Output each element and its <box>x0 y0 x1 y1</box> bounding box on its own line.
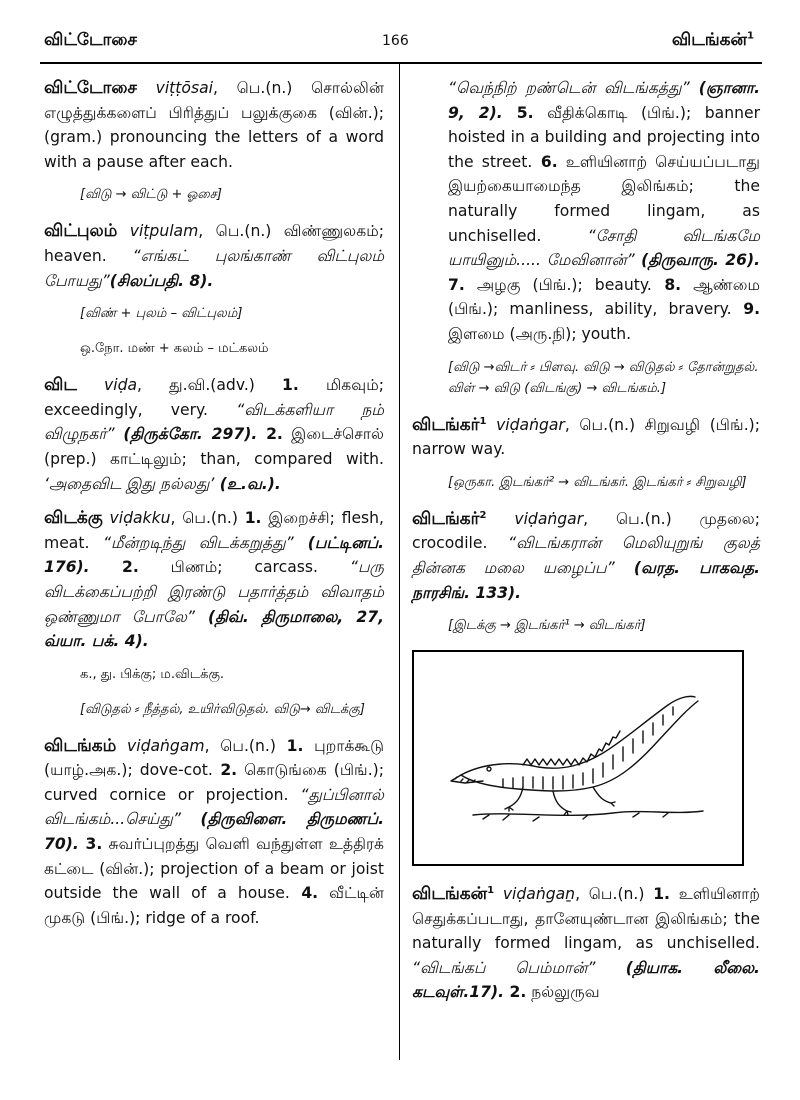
quotation: “பரு விடக்கைப்பற்றி இரண்டு பதார்த்தம் விவாதம் ஒண்ணுமா போலே” <box>44 558 385 626</box>
transliteration: viḍaṅgar <box>514 509 584 528</box>
etymology: [விடு → விட்டு + ஓசை] <box>80 187 222 203</box>
entry-vidangam <box>44 734 384 931</box>
definition: , து.வி.(adv.) <box>137 376 283 395</box>
sense-number: 1. <box>286 736 304 755</box>
sense-number: 3. <box>78 835 103 854</box>
running-head-left: விட்டோசை <box>44 30 137 50</box>
sense-text: கொடுங்கை (பிங்.); curved cornice or projection. <box>44 761 384 804</box>
sense-number: 4. <box>289 884 319 903</box>
entry-vidangan-1 <box>412 882 760 1005</box>
sense-number: 2. <box>212 761 238 780</box>
sense-number: 2. <box>504 983 527 1002</box>
entry-vidangar-1 <box>412 413 760 462</box>
running-head-right <box>672 30 754 52</box>
citation: (திருக்கோ. 297). <box>114 425 258 444</box>
definition: , பெ.(n.) விண்ணுலகம்; heaven. <box>44 222 384 265</box>
definition: , பெ.(n.) <box>170 509 245 528</box>
definition: , பெ.(n.) சொல்லின் எழுத்துக்களைப் பிரித்துப் பலுக்குகை (வின்.); (gram.) pronouncing the letters of a word with a pause after each. <box>44 79 384 171</box>
transliteration: viḍakku <box>109 509 171 528</box>
quotation: “வெந்நிற் றண்டென் விடங்கத்து” <box>448 79 690 97</box>
etymology: [விடுதல் ⸗ நீத்தல், உயிர்விடுதல். விடு→ விடக்கு] <box>80 701 365 717</box>
etymology: [விண் + புலம் – விட்புலம்] <box>80 306 243 322</box>
citation: (உ.வ.). <box>214 474 281 493</box>
sense-text: நல்லுருவ <box>526 983 600 1002</box>
sense-text: உளியினாற் செதுக்கப்படாது, தானேயுண்டான இலிங்கம்; the naturally formed lingam, as unchiselled. <box>412 885 760 953</box>
cognate-note: ஒ.நோ. மண் + கலம் – மட்கலம் <box>80 341 269 357</box>
left-column <box>44 76 384 940</box>
right-column <box>412 76 760 1015</box>
sense-number: 2. <box>89 558 139 577</box>
sense-text: வீட்டின் முகடு (பிங்.); ridge of a roof. <box>44 884 385 927</box>
quotation: “விடக்களியா நம் விழுநகர்” <box>44 400 384 444</box>
sense-text: ஆண்மை (பிங்.); manliness, ability, bravery. <box>448 275 760 319</box>
page-number: 166 <box>382 33 409 49</box>
transliteration: viḍaṅgaṉ <box>502 885 576 904</box>
quotation: ‘அதைவிட இது நல்லது’ <box>44 474 215 493</box>
headword: விட்புலம் <box>44 221 118 242</box>
definition: , பெ.(n.) சிறுவழி (பிங்.); narrow way. <box>412 415 760 459</box>
etymology: [இடக்கு → இடங்கர்¹ → விடங்கர்] <box>448 618 646 634</box>
sense-text: பிணம்; carcass. <box>138 558 350 577</box>
sense-text: மிகவும்; exceedingly, very. <box>44 376 384 419</box>
running-head-right-sup: 1 <box>747 30 754 42</box>
transliteration: viḍa <box>104 376 138 395</box>
headword: விடங்கம் <box>44 735 117 756</box>
citation: (தியாக. லீலை. கடவுள்.17). <box>412 958 760 1002</box>
transliteration: viḍaṅgar <box>496 415 565 434</box>
sense-number: 8. <box>651 275 682 294</box>
entry-vidakku <box>44 506 384 654</box>
citation: (பட்டினப். 176). <box>44 533 384 577</box>
citation: (திவ். திருமாலை, 27, வ்யா. பக். 4). <box>44 607 384 651</box>
etymology: [விடு →விடர் ⸗ பிளவு. விடு → விடுதல் ⸗ தோன்றுதல். விள் → விடு (விடங்கு) → விடங்கம்.] <box>448 359 759 396</box>
sense-text: இறைச்சி; flesh, meat. <box>44 509 385 552</box>
headword: விடங்கர் <box>412 508 480 529</box>
sense-number: 9. <box>731 300 760 319</box>
sense-text: உளியினாற் செய்யப்படாது இயற்கையாமைந்த இலிங்கம்; the naturally formed lingam, as unchiselled. <box>448 152 760 245</box>
headword: விட்டோசை <box>44 78 137 98</box>
column-divider <box>399 64 400 1060</box>
definition: , பெ.(n.) முதலை; crocodile. <box>412 509 760 553</box>
citation: (வரத. பாகவத. நாரசிங். 133). <box>412 558 760 602</box>
quotation: “எங்கட் புலங்காண் விட்புலம் போயது” <box>44 246 384 290</box>
entry-vidangar-2 <box>412 507 760 605</box>
crocodile-figure <box>412 650 744 866</box>
sense-text: சுவர்ப்புறத்து வெளி வந்துள்ள உத்திரக் கட்டை (வின்.); projection of a beam or joist outside the wall of a house. <box>44 835 385 903</box>
quotation: “துப்பினால் விடங்கம்...செய்து” <box>44 785 384 829</box>
headword: விடங்கன் <box>412 884 488 905</box>
sense-number: 1. <box>653 885 670 904</box>
sense-text: புறாக்கூடு (யாழ்.அக.); dove-cot. <box>44 736 384 780</box>
sense-number: 1. <box>244 509 262 528</box>
quotation: “விடங்கப் பெம்மான்” <box>412 958 596 977</box>
sense-number: 5. <box>502 103 534 122</box>
sense-text: வீதிக்கொடி (பிங்.); banner hoisted in a building and projecting into the street. <box>448 103 761 171</box>
etymology: [ஒருகா. இடங்கர்² → விடங்கர். இடங்கர் ⸗ சிறுவழி] <box>448 474 747 490</box>
homograph-number: 1 <box>479 415 487 427</box>
quotation: “விடங்கரான் மெலியுறுங் குலத் தின்னக மலை யழைப்ப” <box>412 534 760 577</box>
sense-number: 7. <box>448 275 465 294</box>
citation: (ஞானா. 9, 2). <box>448 79 760 122</box>
entry-vidangam-continued <box>448 76 760 347</box>
sense-text: இடைச்சொல் (prep.) காட்டிலும்; than, compared with. <box>44 425 385 468</box>
sense-number: 6. <box>532 152 558 171</box>
sense-text: இளமை (அரு.நி); youth. <box>448 324 632 343</box>
sense-text: அழகு (பிங்.); beauty. <box>464 275 652 294</box>
quotation: “சோதி விடங்கமே யாயினும்..... மேவினான்” <box>448 226 760 270</box>
definition: , பெ.(n.) <box>575 885 654 904</box>
entry-vitpulam <box>44 219 384 293</box>
citation: (திருவிளை. திருமணப். 70). <box>44 810 384 854</box>
definition: , பெ.(n.) <box>204 736 287 755</box>
header-rule <box>40 62 762 64</box>
sense-number: 2. <box>257 425 283 444</box>
headword: விடங்கர் <box>412 414 480 435</box>
headword: விடக்கு <box>44 508 103 529</box>
headword: விட <box>44 375 77 396</box>
transliteration: viḍaṅgam <box>127 736 205 755</box>
cognate-note: க., து. பிக்கு; ம.விடக்கு. <box>80 666 225 682</box>
crocodile-illustration-icon <box>443 683 713 833</box>
citation: (சிலப்பதி. 8). <box>109 271 214 290</box>
entry-vida <box>44 373 384 496</box>
homograph-number: 1 <box>487 884 495 896</box>
running-head-right-text: விடங்கன் <box>671 30 748 50</box>
entry-vittosai <box>44 76 384 174</box>
transliteration: viṭṭōsai <box>155 79 213 97</box>
citation: (திருவாரு. 26). <box>634 251 760 270</box>
homograph-number: 2 <box>479 509 487 521</box>
sense-number: 1. <box>282 376 299 395</box>
transliteration: viṭpulam <box>129 222 199 241</box>
quotation: “மீன்றடிந்து விடக்கறுத்து” <box>102 533 294 552</box>
